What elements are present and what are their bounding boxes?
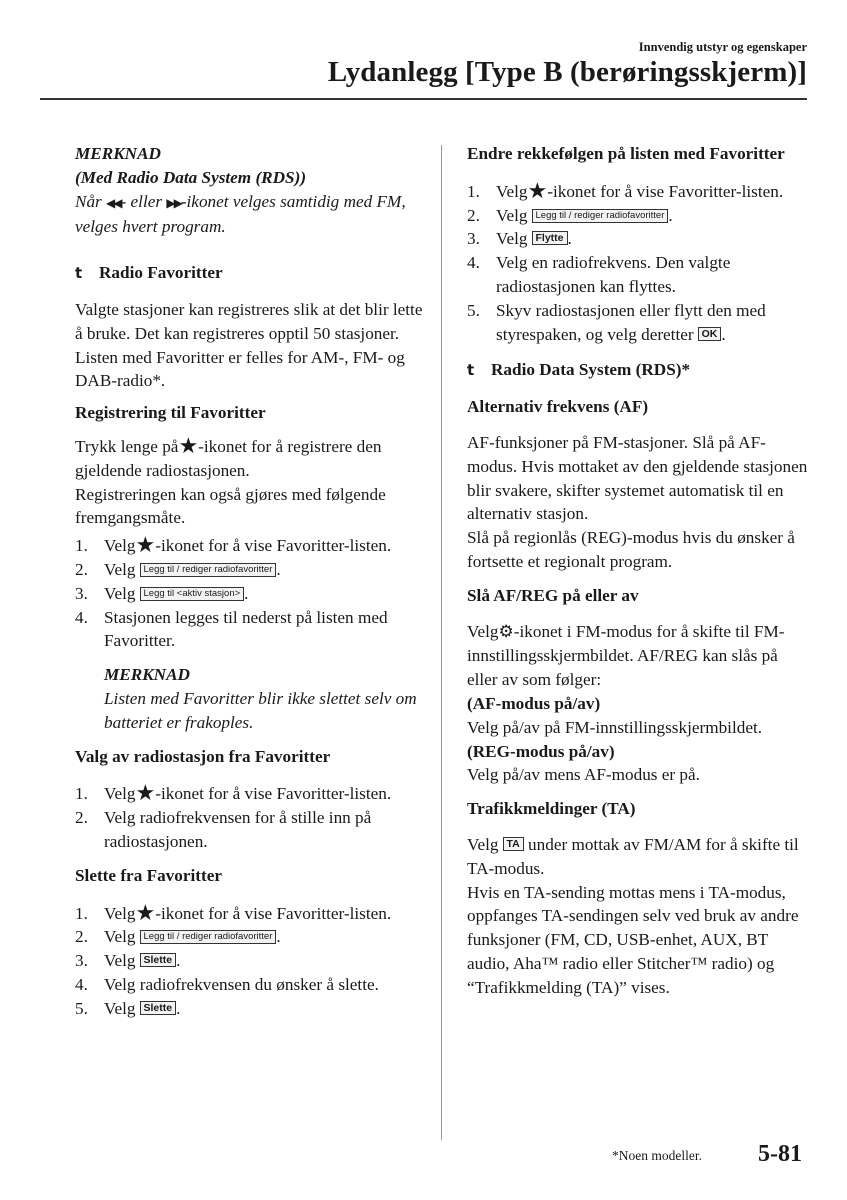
step-number: 1.: [75, 903, 88, 923]
step-text: Velg★-ikonet for å vise Favoritter-listen.: [496, 178, 784, 204]
order-steps: [467, 180, 812, 347]
step-text: Velg Slette .: [104, 998, 181, 1018]
t-marker-icon: t: [467, 361, 475, 380]
list-item: [467, 251, 812, 299]
subheading: (AF-modus på/av): [467, 693, 601, 713]
ta-button: TA: [503, 837, 524, 851]
subheading: Trafikkmeldinger (TA): [467, 799, 636, 819]
gear-icon: ⚙: [498, 621, 514, 642]
step-text: Velg en radiofrekvens. Den valgte radiostasjonen kan flyttes.: [496, 253, 731, 296]
list-item: [75, 582, 425, 606]
left-column: [75, 142, 425, 1021]
note-block: [75, 663, 425, 734]
footnote: *Noen modeller.: [612, 1148, 702, 1163]
screen-button-label: Legg til / rediger radiofavoritter: [532, 209, 669, 223]
step-number: 3.: [75, 583, 88, 603]
screen-button-label: Slette: [140, 953, 177, 967]
star-icon: ★: [135, 900, 156, 926]
star-icon: ★: [178, 433, 199, 459]
subheading: Valg av radiostasjon fra Favoritter: [75, 746, 331, 766]
paragraph: AF-funksjoner på FM-stasjoner. Slå på AF-modus. Hvis mottaket av den gjeldende stasjonen blir svakere, skifter systemet automatisk til en alternativ stasjon.: [467, 432, 808, 524]
list-item: [75, 973, 425, 997]
paragraph: Velg TA under mottak av FM/AM for å skifte til TA-modus.: [467, 834, 799, 878]
list-item: [75, 925, 425, 949]
step-number: 1.: [75, 536, 88, 556]
paragraph: Slå på regionlås (REG)-modus hvis du ønsker å fortsette et regionalt program.: [467, 528, 795, 571]
list-item: [467, 204, 812, 228]
step-number: 1.: [75, 784, 88, 804]
section-heading: t Radio Favoritter: [75, 261, 425, 286]
step-text: Stasjonen legges til nederst på listen med Favoritter.: [104, 607, 388, 651]
subheading: Registrering til Favoritter: [75, 403, 266, 423]
page-title: Lydanlegg [Type B (berøringsskjerm)]: [327, 56, 807, 88]
note-text: Listen med Favoritter blir ikke slettet selv om batteriet er frakoples.: [104, 688, 417, 732]
paragraph: Valgte stasjoner kan registreres slik at det blir lette å bruke. Det kan registreres opptil 50 stasjoner. Listen med Favoritter er felles for AM-, FM- og DAB-radio*.: [75, 299, 423, 391]
screen-button-label: Legg til <aktiv stasjon>: [140, 587, 245, 601]
paragraph: Hvis en TA-sending mottas mens i TA-modus, oppfanges TA-sendingen selv ved bruk av andre funksjoner (FM, CD, USB-enhet, AUX, BT audio, Aha™ radio eller Stitcher™ radio) og “Trafikkmelding (TA)” vises.: [467, 882, 799, 997]
right-column: [467, 142, 812, 1000]
section-heading: t Radio Data System (RDS)*: [467, 358, 812, 383]
note-title: MERKNAD: [75, 144, 161, 163]
delete-steps: [75, 902, 425, 1021]
step-text: Velg★-ikonet for å vise Favoritter-listen.: [104, 533, 392, 559]
paragraph: Trykk lenge på★-ikonet for å registrere den gjeldende radiostasjonen.: [75, 433, 382, 480]
step-text: Velg radiofrekvensen for å stille inn på radiostasjonen.: [104, 808, 372, 851]
list-item: [467, 299, 812, 347]
step-number: 4.: [75, 974, 88, 994]
screen-button-label: Flytte: [532, 231, 568, 245]
step-number: 2.: [75, 927, 88, 947]
subheading: Alternativ frekvens (AF): [467, 397, 649, 417]
screen-button-label: Legg til / rediger radiofavoritter: [140, 563, 277, 577]
step-number: 2.: [75, 808, 88, 828]
step-number: 5.: [467, 300, 480, 320]
t-marker-icon: t: [75, 264, 83, 283]
paragraph: Velg på/av mens AF-modus er på.: [467, 765, 700, 785]
page-subtitle: Innvendig utstyr og egenskaper: [638, 40, 807, 54]
star-icon: ★: [135, 781, 156, 807]
skip-forward-icon: ▶▶: [166, 195, 181, 210]
step-text: Velg Legg til / rediger radiofavoritter .: [104, 559, 281, 579]
list-item: [75, 558, 425, 582]
step-text: Velg★-ikonet for å vise Favoritter-listen.: [104, 900, 392, 926]
screen-button-label: Slette: [140, 1001, 177, 1015]
step-text: Skyv radiostasjonen eller flytt den med styrespaken, og velg deretter OK .: [496, 300, 766, 344]
step-number: 4.: [75, 607, 88, 627]
step-text: Velg Slette .: [104, 951, 181, 971]
step-number: 4.: [467, 253, 480, 273]
subheading: (REG-modus på/av): [467, 741, 615, 761]
star-icon: ★: [135, 533, 156, 559]
list-item: [75, 806, 425, 854]
step-number: 3.: [467, 229, 480, 249]
subheading: Slette fra Favoritter: [75, 865, 222, 885]
select-steps: [75, 782, 425, 853]
step-text: Velg★-ikonet for å vise Favoritter-listen.: [104, 781, 392, 807]
step-number: 2.: [75, 559, 88, 579]
star-icon: ★: [527, 178, 548, 204]
subheading: Endre rekkefølgen på listen med Favoritter: [467, 144, 785, 163]
reg-steps: [75, 534, 425, 653]
note-text: Når ◀◀- eller ▶▶-ikonet velges samtidig med FM, velges hvert program.: [75, 191, 406, 237]
list-item: [75, 949, 425, 973]
list-item: [75, 902, 425, 926]
step-text: Velg radiofrekvensen du ønsker å slette.: [104, 974, 379, 994]
subheading: Slå AF/REG på eller av: [467, 585, 639, 605]
note-subtitle: (Med Radio Data System (RDS)): [75, 167, 307, 187]
step-number: 1.: [467, 181, 480, 201]
step-text: Velg Legg til / rediger radiofavoritter .: [496, 205, 673, 225]
list-item: [75, 782, 425, 806]
screen-button-label: OK: [698, 327, 722, 341]
step-text: Velg Legg til / rediger radiofavoritter .: [104, 927, 281, 947]
note-title: MERKNAD: [104, 665, 190, 685]
column-divider: [441, 145, 442, 1140]
step-text: Velg Legg til <aktiv stasjon> .: [104, 583, 249, 603]
step-text: Velg Flytte .: [496, 229, 572, 249]
step-number: 5.: [75, 998, 88, 1018]
skip-back-icon: ◀◀: [106, 195, 121, 210]
list-item: [75, 534, 425, 558]
list-item: [75, 997, 425, 1021]
page-number: 5-81: [758, 1141, 802, 1167]
paragraph: Velg⚙-ikonet i FM-modus for å skifte til FM-innstillingsskjermbildet. AF/REG kan slås på eller av som følger:: [467, 621, 785, 690]
paragraph: Velg på/av på FM-innstillingsskjermbildet.: [467, 717, 763, 737]
list-item: [467, 180, 812, 204]
step-number: 2.: [467, 205, 480, 225]
header-rule: [40, 98, 807, 100]
screen-button-label: Legg til / rediger radiofavoritter: [140, 930, 277, 944]
list-item: [467, 227, 812, 251]
step-number: 3.: [75, 951, 88, 971]
paragraph: Registreringen kan også gjøres med følgende fremgangsmåte.: [75, 484, 386, 528]
list-item: [75, 606, 425, 654]
